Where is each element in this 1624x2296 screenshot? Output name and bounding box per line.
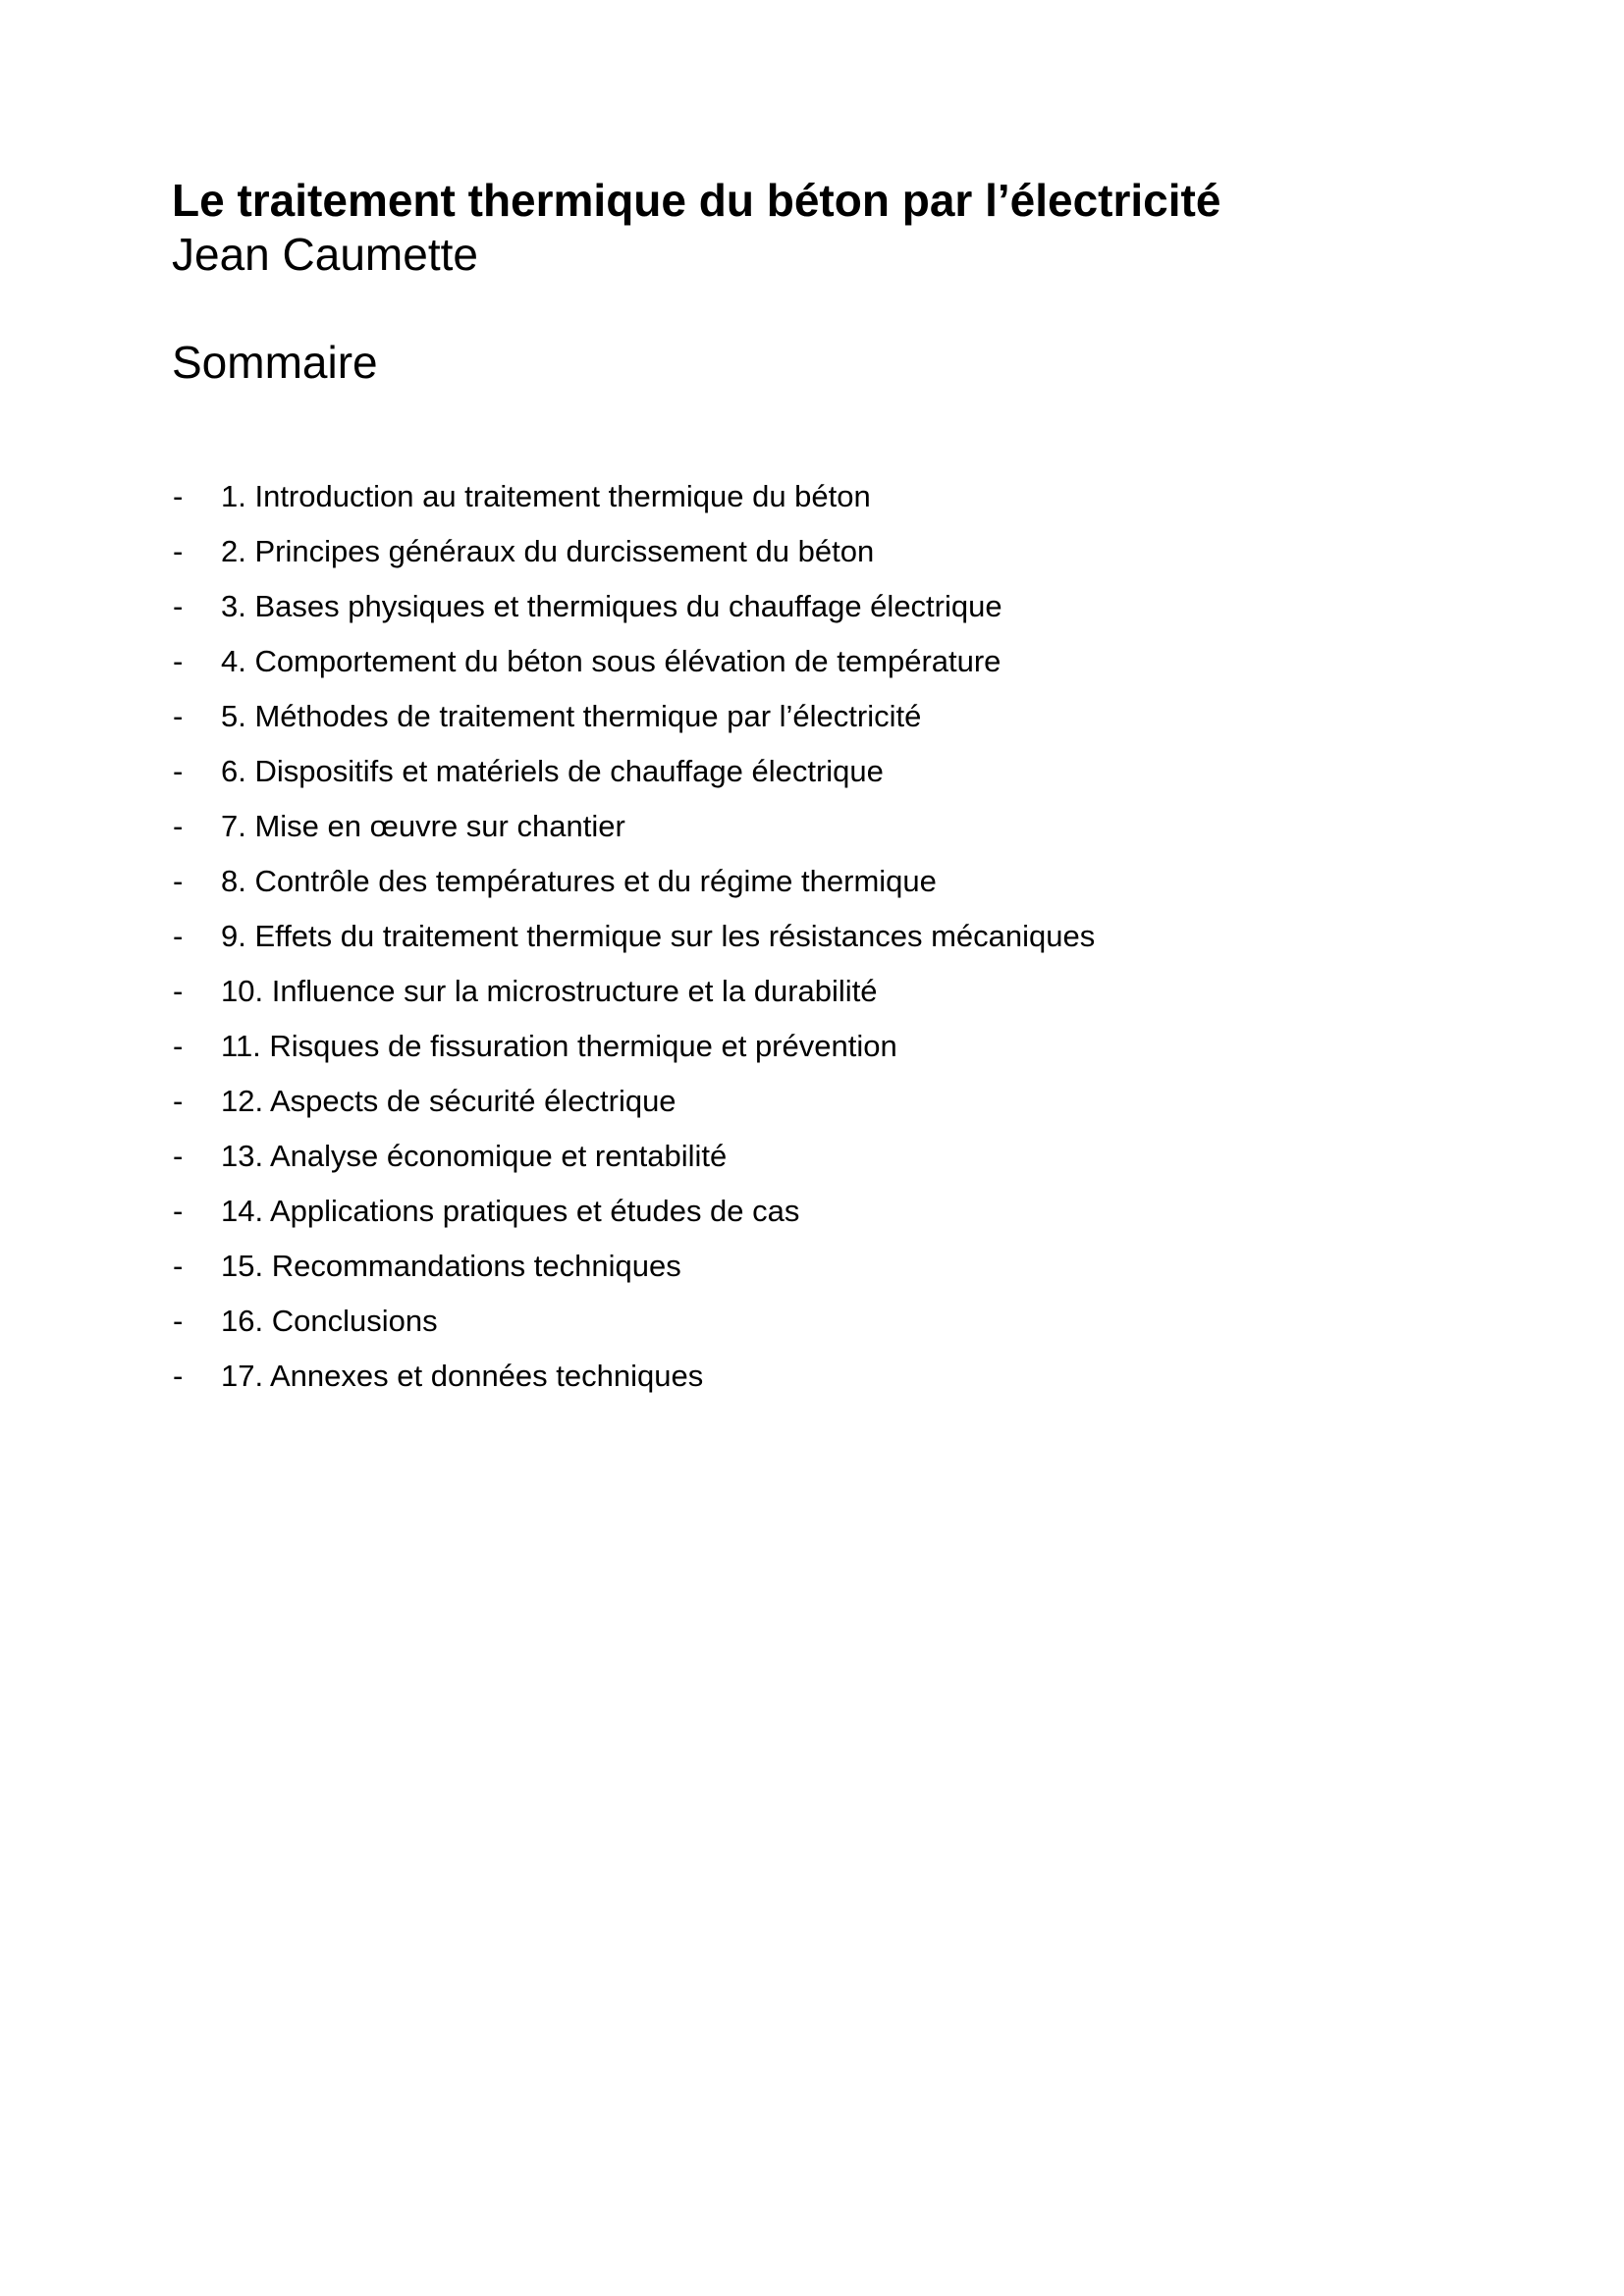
toc-bullet: -	[173, 1139, 184, 1173]
toc-bullet: -	[173, 644, 184, 678]
toc-bullet: -	[173, 1249, 184, 1283]
toc-item-label: 13. Analyse économique et rentabilité	[221, 1139, 728, 1173]
toc-item-label: 8. Contrôle des températures et du régime thermique	[221, 864, 937, 898]
toc-item-label: 3. Bases physiques et thermiques du chauffage électrique	[221, 589, 1002, 623]
toc-item-label: 16. Conclusions	[221, 1304, 438, 1338]
toc-heading: Sommaire	[172, 337, 378, 388]
toc-bullet: -	[173, 699, 184, 733]
toc-item-label: 11. Risques de fissuration thermique et prévention	[221, 1029, 897, 1063]
toc-item-label: 7. Mise en œuvre sur chantier	[221, 809, 625, 843]
document-title: Le traitement thermique du béton par l’électricité	[172, 175, 1221, 226]
toc-item-label: 5. Méthodes de traitement thermique par l’électricité	[221, 699, 922, 733]
toc-item-label: 12. Aspects de sécurité électrique	[221, 1084, 677, 1118]
toc-item-label: 2. Principes généraux du durcissement du béton	[221, 534, 875, 568]
toc-bullet: -	[173, 534, 184, 568]
toc-item-label: 10. Influence sur la microstructure et la durabilité	[221, 974, 878, 1008]
toc-bullet: -	[173, 974, 184, 1008]
toc-item-label: 1. Introduction au traitement thermique du béton	[221, 479, 871, 513]
toc-bullet: -	[173, 589, 184, 623]
toc-bullet: -	[173, 919, 184, 953]
toc-item-label: 4. Comportement du béton sous élévation de température	[221, 644, 1001, 678]
toc-bullet: -	[173, 864, 184, 898]
toc-bullet: -	[173, 809, 184, 843]
toc-bullet: -	[173, 479, 184, 513]
toc-bullet: -	[173, 1084, 184, 1118]
toc-bullet: -	[173, 1359, 184, 1393]
toc-item-label: 17. Annexes et données techniques	[221, 1359, 704, 1393]
toc-item-label: 15. Recommandations techniques	[221, 1249, 681, 1283]
toc-item-label: 6. Dispositifs et matériels de chauffage électrique	[221, 754, 884, 788]
toc-item-label: 9. Effets du traitement thermique sur les résistances mécaniques	[221, 919, 1096, 953]
toc-bullet: -	[173, 1194, 184, 1228]
toc-bullet: -	[173, 754, 184, 788]
toc-item-label: 14. Applications pratiques et études de cas	[221, 1194, 800, 1228]
toc-bullet: -	[173, 1029, 184, 1063]
document-author: Jean Caumette	[172, 229, 478, 280]
toc-bullet: -	[173, 1304, 184, 1338]
